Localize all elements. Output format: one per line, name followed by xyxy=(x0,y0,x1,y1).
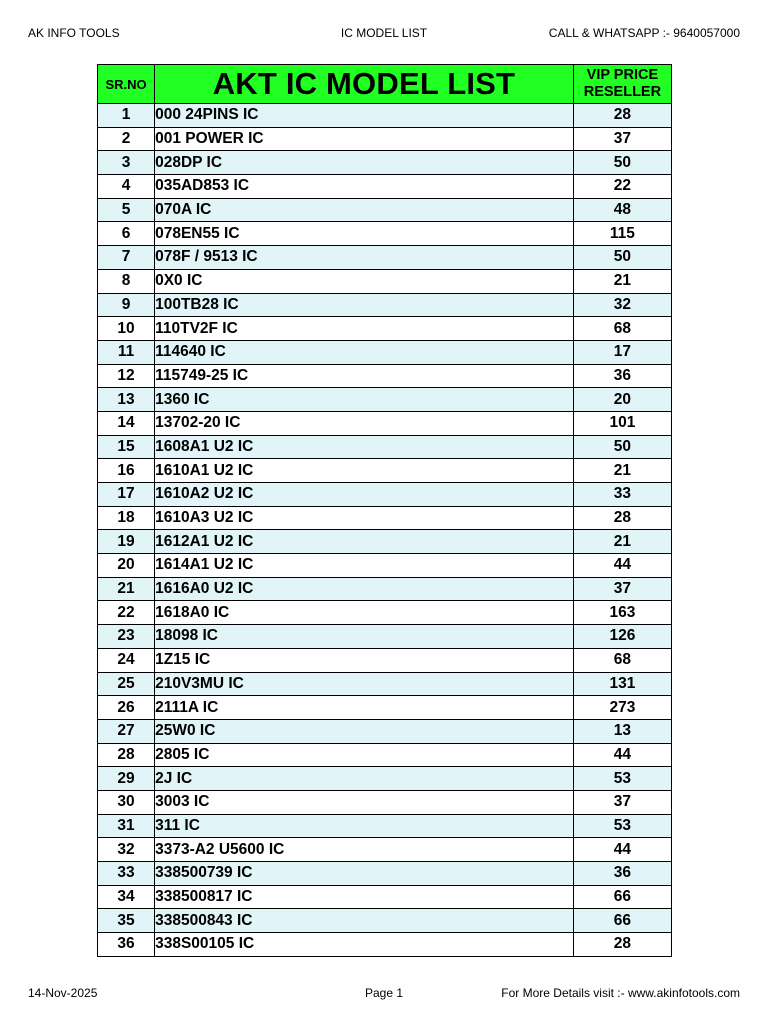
footer-page-number: Page 1 xyxy=(364,986,404,1000)
footer-date: 14-Nov-2025 xyxy=(28,986,98,1000)
price-cell: 50 xyxy=(573,435,671,459)
table-row xyxy=(98,648,672,672)
price-cell: 20 xyxy=(573,388,671,412)
price-cell: 53 xyxy=(573,767,671,791)
sr-no-cell: 12 xyxy=(98,364,155,388)
sr-no-cell: 9 xyxy=(98,293,155,317)
price-cell: 48 xyxy=(573,198,671,222)
sr-no-cell: 11 xyxy=(98,340,155,364)
sr-no-cell: 18 xyxy=(98,506,155,530)
table-row xyxy=(98,743,672,767)
price-cell: 28 xyxy=(573,506,671,530)
model-name-cell: 311 IC xyxy=(155,814,574,838)
price-cell: 68 xyxy=(573,648,671,672)
price-cell: 44 xyxy=(573,554,671,578)
footer-website: For More Details visit :- www.akinfotools.com xyxy=(501,986,740,1000)
table-row xyxy=(98,317,672,341)
sr-no-cell: 7 xyxy=(98,246,155,270)
model-name-cell: 3003 IC xyxy=(155,790,574,814)
table-row xyxy=(98,696,672,720)
model-name-cell: 1610A3 U2 IC xyxy=(155,506,574,530)
model-name-cell: 13702-20 IC xyxy=(155,411,574,435)
table-row xyxy=(98,554,672,578)
price-cell: 36 xyxy=(573,862,671,886)
model-name-cell: 1612A1 U2 IC xyxy=(155,530,574,554)
price-cell: 33 xyxy=(573,483,671,507)
table-row xyxy=(98,838,672,862)
table-row xyxy=(98,790,672,814)
table-row xyxy=(98,862,672,886)
model-name-cell: 1610A2 U2 IC xyxy=(155,483,574,507)
sr-no-cell: 29 xyxy=(98,767,155,791)
header-contact: CALL & WHATSAPP :- 9640057000 xyxy=(548,26,740,40)
price-cell: 50 xyxy=(573,151,671,175)
sr-no-cell: 6 xyxy=(98,222,155,246)
sr-no-cell: 14 xyxy=(98,411,155,435)
model-name-cell: 1616A0 U2 IC xyxy=(155,577,574,601)
table-row xyxy=(98,175,672,199)
model-name-cell: 1610A1 U2 IC xyxy=(155,459,574,483)
sr-no-cell: 26 xyxy=(98,696,155,720)
model-name-cell: 1Z15 IC xyxy=(155,648,574,672)
sr-no-cell: 4 xyxy=(98,175,155,199)
sr-no-cell: 25 xyxy=(98,672,155,696)
model-name-cell: 25W0 IC xyxy=(155,719,574,743)
price-cell: 66 xyxy=(573,885,671,909)
table-row xyxy=(98,269,672,293)
table-row xyxy=(98,411,672,435)
price-cell: 13 xyxy=(573,719,671,743)
table-row xyxy=(98,293,672,317)
sr-no-cell: 30 xyxy=(98,790,155,814)
price-cell: 22 xyxy=(573,175,671,199)
sr-no-cell: 21 xyxy=(98,577,155,601)
sr-no-cell: 20 xyxy=(98,554,155,578)
price-cell: 163 xyxy=(573,601,671,625)
price-cell: 131 xyxy=(573,672,671,696)
model-name-cell: 338500843 IC xyxy=(155,909,574,933)
table-row xyxy=(98,388,672,412)
model-name-cell: 115749-25 IC xyxy=(155,364,574,388)
sr-no-cell: 10 xyxy=(98,317,155,341)
column-header-price xyxy=(573,65,671,104)
model-name-cell: 078EN55 IC xyxy=(155,222,574,246)
model-name-cell: 3373-A2 U5600 IC xyxy=(155,838,574,862)
sr-no-cell: 5 xyxy=(98,198,155,222)
model-name-cell: 114640 IC xyxy=(155,340,574,364)
sr-no-cell: 33 xyxy=(98,862,155,886)
sr-no-cell: 17 xyxy=(98,483,155,507)
price-cell: 28 xyxy=(573,933,671,957)
sr-no-cell: 13 xyxy=(98,388,155,412)
table-row xyxy=(98,151,672,175)
price-cell: 21 xyxy=(573,530,671,554)
price-cell: 37 xyxy=(573,577,671,601)
table-body xyxy=(98,104,672,957)
price-cell: 28 xyxy=(573,104,671,128)
table-row xyxy=(98,506,672,530)
model-name-cell: 338500739 IC xyxy=(155,862,574,886)
price-header-line2: RESELLER xyxy=(583,84,662,100)
table-row xyxy=(98,198,672,222)
price-cell: 37 xyxy=(573,127,671,151)
model-name-cell: 000 24PINS IC xyxy=(155,104,574,128)
model-name-cell: 2805 IC xyxy=(155,743,574,767)
model-name-cell: 2111A IC xyxy=(155,696,574,720)
table-row xyxy=(98,530,672,554)
price-cell: 21 xyxy=(573,459,671,483)
model-name-cell: 028DP IC xyxy=(155,151,574,175)
table-row xyxy=(98,767,672,791)
sr-no-cell: 35 xyxy=(98,909,155,933)
table-row xyxy=(98,719,672,743)
table-row xyxy=(98,104,672,128)
sr-no-cell: 15 xyxy=(98,435,155,459)
table-row xyxy=(98,127,672,151)
model-name-cell: 100TB28 IC xyxy=(155,293,574,317)
model-name-cell: 1360 IC xyxy=(155,388,574,412)
price-cell: 115 xyxy=(573,222,671,246)
price-cell: 68 xyxy=(573,317,671,341)
table-row xyxy=(98,364,672,388)
table-row xyxy=(98,909,672,933)
model-name-cell: 0X0 IC xyxy=(155,269,574,293)
price-cell: 50 xyxy=(573,246,671,270)
model-name-cell: 1614A1 U2 IC xyxy=(155,554,574,578)
sr-no-cell: 24 xyxy=(98,648,155,672)
model-name-cell: 070A IC xyxy=(155,198,574,222)
model-name-cell: 2J IC xyxy=(155,767,574,791)
price-cell: 37 xyxy=(573,790,671,814)
table-row xyxy=(98,933,672,957)
price-cell: 21 xyxy=(573,269,671,293)
sr-no-cell: 27 xyxy=(98,719,155,743)
model-name-cell: 1618A0 IC xyxy=(155,601,574,625)
sr-no-cell: 36 xyxy=(98,933,155,957)
model-name-cell: 18098 IC xyxy=(155,625,574,649)
table-row xyxy=(98,577,672,601)
table-row xyxy=(98,885,672,909)
sr-no-cell: 31 xyxy=(98,814,155,838)
price-cell: 44 xyxy=(573,743,671,767)
sr-no-cell: 34 xyxy=(98,885,155,909)
sr-no-cell: 19 xyxy=(98,530,155,554)
model-name-cell: 110TV2F IC xyxy=(155,317,574,341)
sr-no-cell: 32 xyxy=(98,838,155,862)
price-header-line1: VIP PRICE xyxy=(586,67,659,83)
header-document-title: IC MODEL LIST xyxy=(340,26,428,40)
price-cell: 66 xyxy=(573,909,671,933)
table-row xyxy=(98,459,672,483)
column-header-sr-no: SR.NO xyxy=(98,65,155,104)
model-name-cell: 1608A1 U2 IC xyxy=(155,435,574,459)
sr-no-cell: 22 xyxy=(98,601,155,625)
table-row xyxy=(98,672,672,696)
table-row xyxy=(98,222,672,246)
model-name-cell: 035AD853 IC xyxy=(155,175,574,199)
model-name-cell: 210V3MU IC xyxy=(155,672,574,696)
price-cell: 36 xyxy=(573,364,671,388)
model-name-cell: 338500817 IC xyxy=(155,885,574,909)
header-company-name: AK INFO TOOLS xyxy=(28,26,120,40)
ic-model-table xyxy=(97,64,672,957)
price-cell: 126 xyxy=(573,625,671,649)
price-cell: 32 xyxy=(573,293,671,317)
table-header-row xyxy=(98,65,672,104)
price-cell: 17 xyxy=(573,340,671,364)
sr-no-cell: 16 xyxy=(98,459,155,483)
sr-no-cell: 2 xyxy=(98,127,155,151)
model-name-cell: 001 POWER IC xyxy=(155,127,574,151)
price-cell: 44 xyxy=(573,838,671,862)
table-row xyxy=(98,814,672,838)
price-cell: 53 xyxy=(573,814,671,838)
table-row xyxy=(98,601,672,625)
price-cell: 273 xyxy=(573,696,671,720)
table-row xyxy=(98,435,672,459)
table-row xyxy=(98,340,672,364)
model-name-cell: 338S00105 IC xyxy=(155,933,574,957)
sr-no-cell: 3 xyxy=(98,151,155,175)
model-name-cell: 078F / 9513 IC xyxy=(155,246,574,270)
price-cell: 101 xyxy=(573,411,671,435)
sr-no-cell: 23 xyxy=(98,625,155,649)
table-row xyxy=(98,246,672,270)
sr-no-cell: 1 xyxy=(98,104,155,128)
table-row xyxy=(98,625,672,649)
sr-no-cell: 8 xyxy=(98,269,155,293)
table-row xyxy=(98,483,672,507)
table-title: AKT IC MODEL LIST xyxy=(155,65,574,104)
sr-no-cell: 28 xyxy=(98,743,155,767)
